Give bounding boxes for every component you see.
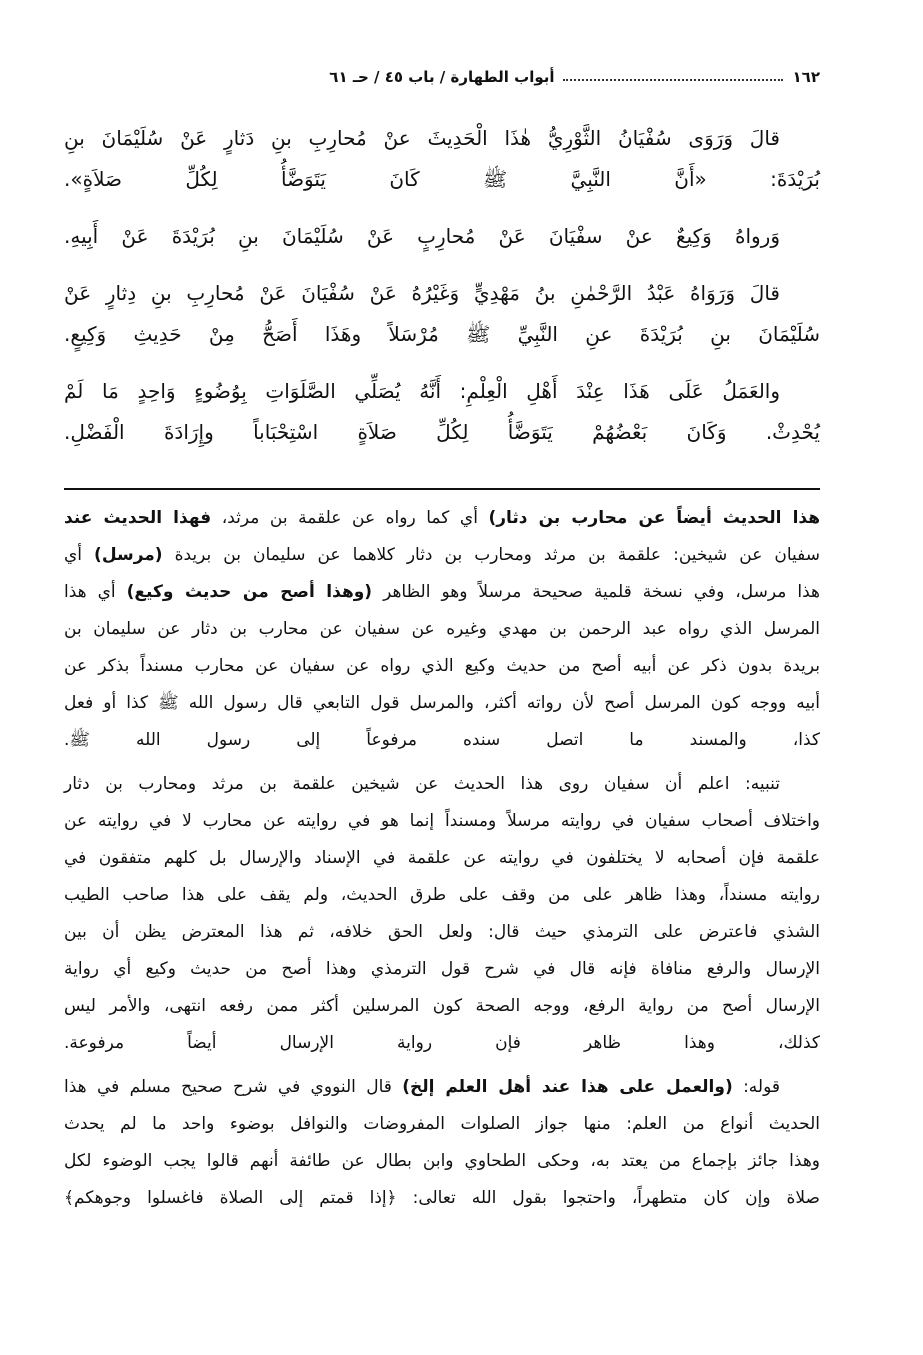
main-text-line: قالَ وَرَوَاهُ عَبْدُ الرَّحْمٰنِ بنُ مَهْدِيٍّ وَغَيْرُهُ عَنْ سُفْيَانَ عَنْ مُحارِبِ بنِ دِثارٍ عَنْ [64,281,780,305]
commentary-segment: علقمة فإن أصحابه لا يختلفون في روايته عن علقمة في الإسناد والإرسال بل كلهم متفقون في [64,848,820,868]
commentary-line [64,574,820,611]
commentary-segment: أي هذا [64,582,127,602]
commentary-line [64,1180,820,1217]
commentary-segment: أي كما رواه عن علقمة بن مرثد، [211,508,489,528]
commentary-paragraph [64,500,820,759]
commentary-text [64,500,820,1224]
main-text-line: سُلَيْمَانَ بنِ بُرَيْدَةَ عنِ النَّبِيِّ ﷺ مُرْسَلاً وهَذَا أَصَحُّ مِنْ حَدِيثِ وَكِيعٍ. [64,322,820,346]
commentary-line [64,685,820,722]
main-text [64,118,820,469]
running-header [64,64,820,90]
commentary-segment: تنبيه: اعلم أن سفيان روى هذا الحديث عن شيخين علقمة بن مرثد ومحارب بن دثار [64,774,780,794]
commentary-segment: واختلاف أصحاب سفيان في روايته مرسلاً ومسنداً إنما هو في روايته عن محارب لا في روايته عن [64,811,820,831]
commentary-segment: قال النووي في شرح صحيح مسلم في هذا [64,1077,403,1097]
commentary-line [64,914,820,951]
commentary-line [64,611,820,648]
commentary-segment: صلاة وإن كان متطهراً، واحتجوا بقول الله تعالى: ﴿إذا قمتم إلى الصلاة فاغسلوا وجوهكم﴾ [64,1188,820,1208]
commentary-segment: الحديث أنواع من العلم: منها جواز الصلوات المفروضات والنوافل بوضوء واحد ما لم يحدث [64,1114,820,1134]
commentary-segment: كذلك، وهذا ظاهر فإن رواية الإرسال أيضاً مرفوعة. [64,1033,820,1053]
commentary-line [64,537,820,574]
main-paragraph [64,216,820,257]
running-title: أبواب الطهارة / باب ٤٥ / حـ ٦١ [329,68,555,86]
main-paragraph [64,371,820,453]
commentary-line [64,1143,820,1180]
page-number: ١٦٢ [792,68,820,86]
commentary-paragraph [64,766,820,1062]
commentary-segment: أي [64,545,95,565]
quoted-matn-segment: (والعمل على هذا عند أهل العلم إلخ) [402,1077,733,1097]
quoted-matn-segment: (مرسل) [94,545,163,565]
dotted-leader [563,79,783,81]
commentary-segment: الإرسال أصح من رواية الرفع، ووجه الصحة كون المرسلين أكثر ممن رفعه انتهى، والأمر ليس [64,996,820,1016]
commentary-segment: روايته مسنداً، وهذا ظاهر على من وقف على طرق الحديث، ولم يقف على هذا صاحب الطيب [64,885,820,905]
commentary-line [64,1025,820,1062]
main-paragraph [64,118,820,200]
quoted-matn-segment: (وهذا أصح من حديث وكيع) [126,582,373,602]
quoted-matn-segment: هذا الحديث أيضاً عن محارب بن دثار) [488,508,821,528]
commentary-segment: بريدة بدون ذكر عن أبيه أصح من حديث وكيع الذي رواه عن سفيان عن محارب مسنداً بذكر عن [64,656,820,676]
commentary-segment: هذا مرسل، وفي نسخة قلمية صحيحة مرسلاً وهو الظاهر [372,582,820,602]
footnote-divider [64,488,820,490]
commentary-line [64,500,820,537]
commentary-line [64,648,820,685]
commentary-line [64,766,820,803]
main-text-line: والعَمَلُ عَلَى هَذَا عِنْدَ أَهْلِ الْعِلْمِ: أَنَّهُ يُصَلِّي الصَّلَوَاتِ بِوُضُوءٍ وَاحِدٍ مَا لَمْ [64,379,780,403]
commentary-segment: سفيان عن شيخين: علقمة بن مرثد ومحارب بن دثار كلاهما عن سليمان بن بريدة [162,545,820,565]
commentary-line [64,1069,820,1106]
commentary-segment: أبيه ووجه كون المرسل أصح لأن رواته أكثر، والمرسل قول التابعي قال رسول الله ﷺ كذا أو فعل [64,693,820,713]
quoted-matn-segment: فهذا الحديث عند [64,508,212,528]
commentary-segment: الشذي فاعترض على الترمذي حيث قال: ولعل الحق خلافه، ثم هذا المعترض يظن أن بين [64,922,820,942]
commentary-segment: الإرسال والرفع منافاة فإنه قال في شرح قول الترمذي وهذا أصح من حديث وكيع أي رواية [64,959,820,979]
commentary-line [64,877,820,914]
commentary-line [64,1106,820,1143]
commentary-segment: قوله: [732,1077,781,1097]
commentary-line [64,803,820,840]
main-paragraph [64,273,820,355]
commentary-line [64,988,820,1025]
main-text-line: وَرواهُ وَكِيعٌ عنْ سفْيَانَ عَنْ مُحارِبٍ عَنْ سُلَيْمَانَ بنِ بُرَيْدَةَ عَنْ أَبِيهِ. [64,224,780,248]
commentary-segment: وهذا جائز بإجماع من يعتد به، وحكى الطحاوي وابن بطال عن طائفة أنهم قالوا يجب الوضوء لكل [64,1151,820,1171]
commentary-line [64,951,820,988]
main-text-line: قالَ وَرَوَى سُفْيَانُ الثَّوْرِيُّ هٰذَا الْحَدِيثَ عنْ مُحارِبِ بنِ دَثارٍ عَنْ سُلَيْمَانَ بنِ [64,126,780,150]
commentary-line [64,840,820,877]
commentary-line [64,722,820,759]
commentary-segment: كذا، والمسند ما اتصل سنده مرفوعاً إلى رسول الله ﷺ. [64,730,820,750]
main-text-line: يُحْدِثْ. وَكَانَ بَعْضُهُمْ يَتَوَضَّأُ لِكُلِّ صَلاَةٍ اسْتِحْبَاباً وإِرَادَةَ الْفَضْلِ. [64,420,820,444]
commentary-paragraph [64,1069,820,1217]
commentary-segment: المرسل الذي رواه عبد الرحمن بن مهدي وغيره عن سفيان عن محارب بن دثار عن سليمان بن [64,619,820,639]
main-text-line: بُرَيْدَةَ: «أَنَّ النَّبِيَّ ﷺ كَانَ يَتَوَضَّأُ لِكُلِّ صَلاَةٍ». [64,167,820,191]
